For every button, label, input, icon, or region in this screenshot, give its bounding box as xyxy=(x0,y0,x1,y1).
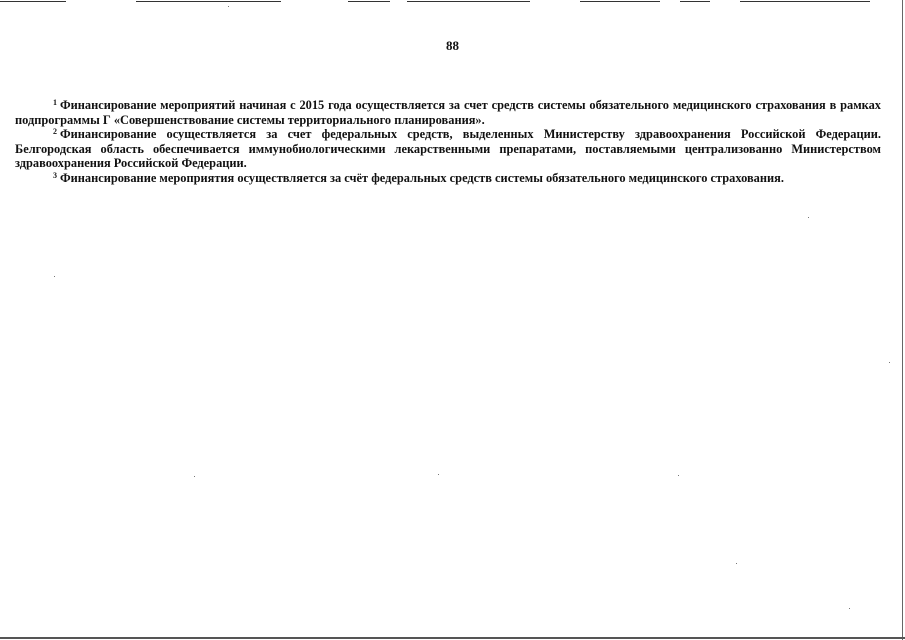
scan-speck xyxy=(849,608,850,609)
footnote-1 xyxy=(15,98,881,127)
scan-border-top xyxy=(407,1,530,2)
scan-border-top xyxy=(0,1,66,2)
scan-border-top xyxy=(680,1,710,2)
scan-speck xyxy=(736,563,737,564)
scan-speck xyxy=(194,476,195,477)
scan-speck xyxy=(438,474,439,475)
scan-border-right xyxy=(902,0,903,640)
footnote-text: Финансирование мероприятий начиная с 2015 года осуществляется за счет средств системы обязательного медицинского страхования в рамках подпрограммы Г «Совершенствование системы территориального планирования». xyxy=(15,98,881,127)
footnote-2 xyxy=(15,127,881,171)
scan-border-top xyxy=(136,1,281,2)
scan-speck xyxy=(808,217,809,218)
page-number: 88 xyxy=(446,38,459,53)
scan-speck xyxy=(228,6,229,7)
footnote-3 xyxy=(15,171,881,186)
scan-border-top xyxy=(348,1,390,2)
footnote-marker: 3 xyxy=(53,170,57,180)
footnote-marker: 1 xyxy=(53,98,57,107)
footnote-text: Финансирование осуществляется за счет федеральных средств, выделенных Министерству здравоохранения Российской Федерации. Белгородская область обеспечивается иммунобиологическими лекарственными препаратами, поставляемыми централизованно Министерством здравоохранения Российской Федерации. xyxy=(15,127,881,170)
scan-speck xyxy=(889,362,890,363)
scan-border-top xyxy=(580,1,660,2)
footnote-marker: 2 xyxy=(53,127,57,136)
scan-speck xyxy=(54,276,55,277)
scan-border-top xyxy=(740,1,870,2)
scan-speck xyxy=(678,475,679,476)
footnote-text: Финансирование мероприятия осуществляется за счёт федеральных средств системы обязательного медицинского страхования. xyxy=(60,170,784,185)
scan-border-bottom xyxy=(0,637,905,639)
footnotes-section xyxy=(15,98,881,185)
